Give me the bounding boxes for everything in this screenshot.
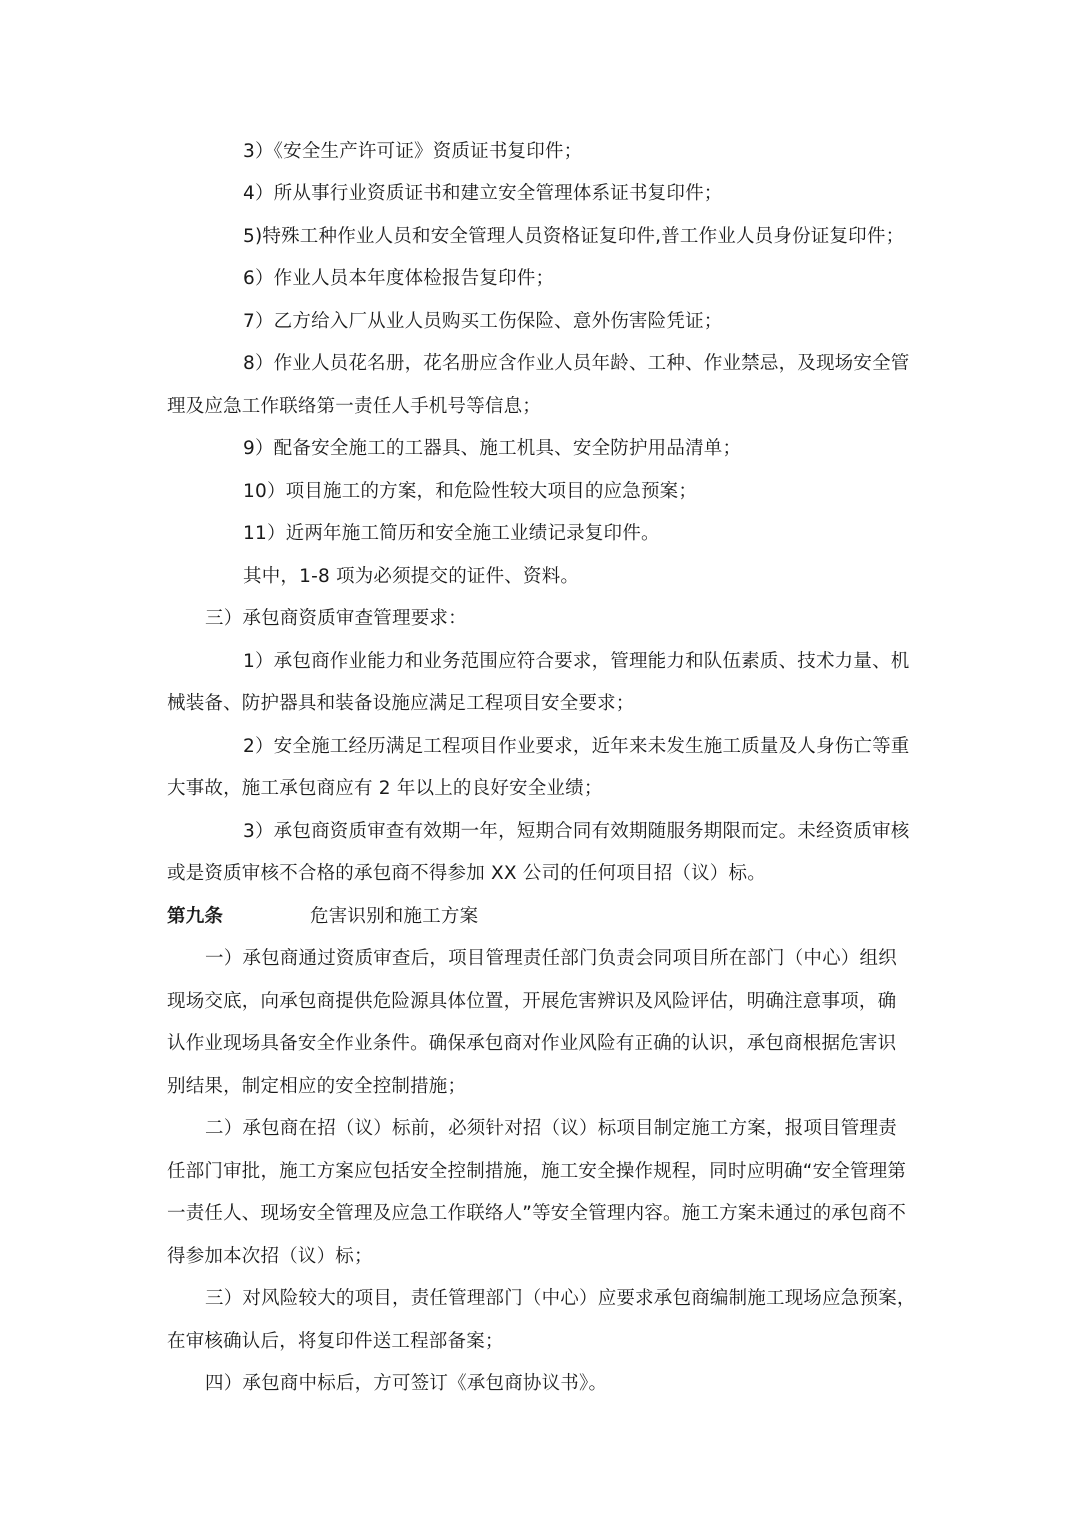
requirement-item-4: 4）所从事行业资质证书和建立安全管理体系证书复印件； — [243, 183, 723, 204]
section3-item-2: 2）安全施工经历满足工程项目作业要求，近年来未发生施工质量及人身伤亡等重 — [243, 736, 910, 757]
requirement-item-7: 7）乙方给入厂从业人员购买工伤保险、意外伤害险凭证； — [243, 311, 723, 332]
article9-para2-line4: 得参加本次招（议）标； — [167, 1246, 373, 1267]
article9-para3-line1: 三）对风险较大的项目，责任管理部门（中心）应要求承包商编制施工现场应急预案， — [205, 1288, 916, 1309]
requirement-item-11: 11）近两年施工简历和安全施工业绩记录复印件。 — [243, 523, 660, 544]
requirement-item-5: 5)特殊工种作业人员和安全管理人员资格证复印件,普工作业人员身份证复印件； — [243, 226, 905, 247]
requirement-item-6: 6）作业人员本年度体检报告复印件； — [243, 268, 555, 289]
article9-para3-line2: 在审核确认后，将复印件送工程部备案； — [167, 1331, 504, 1352]
requirement-note: 其中，1-8 项为必须提交的证件、资料。 — [243, 566, 580, 587]
article9-para4-line1: 四）承包商中标后，方可签订《承包商协议书》。 — [205, 1373, 608, 1394]
section3-heading: 三）承包商资质审查管理要求： — [205, 608, 467, 629]
section3-item-2-cont: 大事故，施工承包商应有 2 年以上的良好安全业绩； — [167, 778, 603, 799]
article9-heading — [167, 905, 927, 929]
article9-para1-line2: 现场交底，向承包商提供危险源具体位置，开展危害辨识及风险评估，明确注意事项，确 — [167, 991, 897, 1012]
article9-para2-line2: 任部门审批，施工方案应包括安全控制措施，施工安全操作规程，同时应明确“安全管理第 — [167, 1161, 907, 1182]
article9-label: 第九条 — [167, 906, 224, 927]
requirement-item-8: 8）作业人员花名册，花名册应含作业人员年龄、工种、作业禁忌，及现场安全管 — [243, 353, 910, 374]
article9-para1-line3: 认作业现场具备安全作业条件。确保承包商对作业风险有正确的认识，承包商根据危害识 — [167, 1033, 897, 1054]
requirement-item-8-cont: 理及应急工作联络第一责任人手机号等信息； — [167, 396, 542, 417]
article9-para2-line3: 一责任人、现场安全管理及应急工作联络人”等安全管理内容。施工方案未通过的承包商不 — [167, 1203, 907, 1224]
section3-item-3: 3）承包商资质审查有效期一年，短期合同有效期随服务期限而定。未经资质审核 — [243, 821, 910, 842]
article9-para1-line4: 别结果，制定相应的安全控制措施； — [167, 1076, 467, 1097]
section3-item-3-cont: 或是资质审核不合格的承包商不得参加 XX 公司的任何项目招（议）标。 — [167, 863, 766, 884]
section3-item-1-cont: 械装备、防护器具和装备设施应满足工程项目安全要求； — [167, 693, 635, 714]
article9-para1-line1: 一）承包商通过资质审查后，项目管理责任部门负责会同项目所在部门（中心）组织 — [205, 948, 897, 969]
requirement-item-10: 10）项目施工的方案，和危险性较大项目的应急预案； — [243, 481, 698, 502]
section3-item-1: 1）承包商作业能力和业务范围应符合要求，管理能力和队伍素质、技术力量、机 — [243, 651, 910, 672]
requirement-item-9: 9）配备安全施工的工器具、施工机具、安全防护用品清单； — [243, 438, 742, 459]
requirement-item-3: 3）《安全生产许可证》资质证书复印件； — [243, 141, 583, 162]
article9-para2-line1: 二）承包商在招（议）标前，必须针对招（议）标项目制定施工方案，报项目管理责 — [205, 1118, 897, 1139]
article9-title: 危害识别和施工方案 — [310, 906, 479, 927]
